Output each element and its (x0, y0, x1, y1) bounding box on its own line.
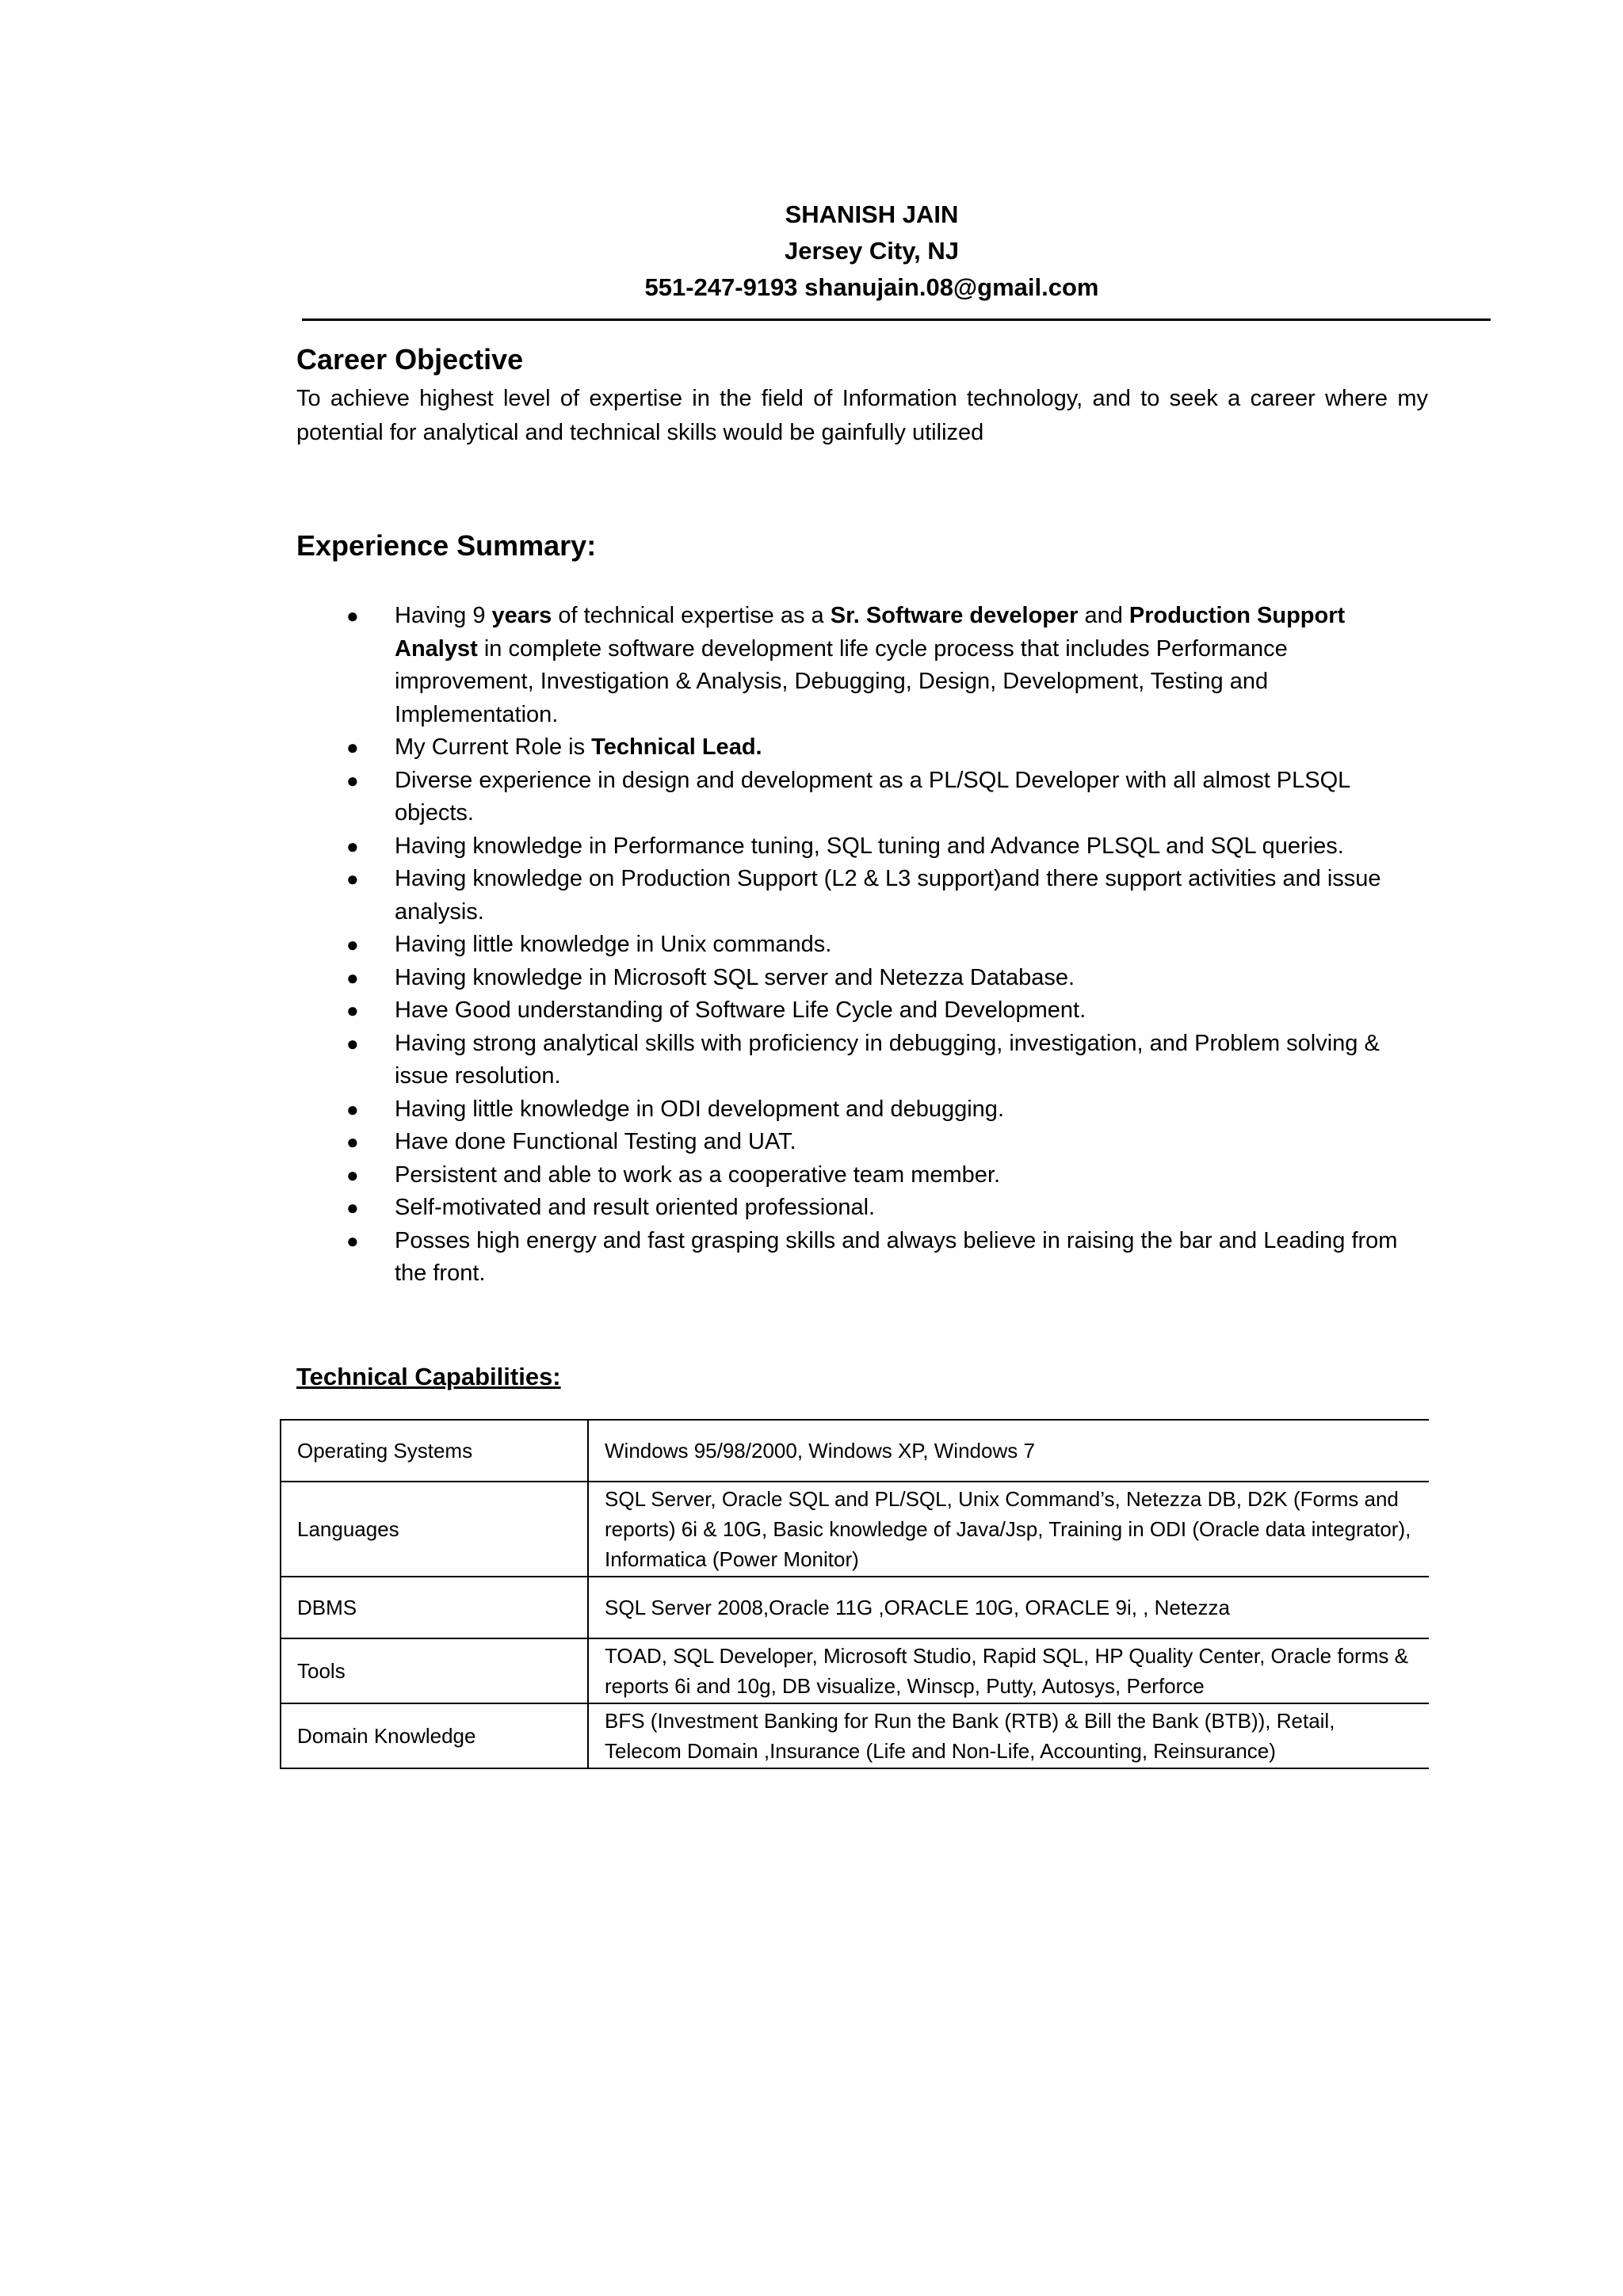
list-item (296, 1093, 1430, 1127)
bullet-icon: ● (346, 1097, 359, 1121)
list-item (296, 1225, 1430, 1291)
list-item (296, 962, 1430, 995)
bullet-icon: ● (346, 833, 359, 858)
career-objective-heading: Career Objective (296, 343, 524, 376)
list-item (296, 1126, 1430, 1159)
bullet-text: Having 9 (395, 603, 492, 628)
bullet-icon: ● (346, 933, 359, 956)
technical-capabilities-table (280, 1419, 1429, 1769)
capability-category: DBMS (281, 1577, 588, 1638)
bullet-text-bold: Technical Lead. (591, 734, 762, 760)
bullet-icon: ● (346, 1228, 359, 1253)
capability-detail: SQL Server 2008,Oracle 11G ,ORACLE 10G, ORACLE 9i, , Netezza (588, 1577, 1429, 1638)
bullet-text: Posses high energy and fast grasping skills and always believe in raising the bar and Leading from the front. (395, 1227, 1398, 1286)
bullet-text: Having knowledge in Microsoft SQL server and Netezza Database. (395, 964, 1075, 990)
technical-capabilities-heading: Technical Capabilities: (296, 1363, 561, 1390)
bullet-text: Have done Functional Testing and UAT. (395, 1129, 796, 1154)
table-row (281, 1638, 1429, 1703)
list-item (296, 1192, 1430, 1225)
candidate-name: SHANISH JAIN (785, 200, 959, 228)
candidate-contact: 551-247-9193 shanujain.08@gmail.com (644, 273, 1099, 301)
capability-category: Domain Knowledge (281, 1703, 588, 1768)
bullet-icon: ● (346, 735, 359, 759)
capability-detail: TOAD, SQL Developer, Microsoft Studio, Rapid SQL, HP Quality Center, Oracle forms & reports 6i and 10g, DB visualize, Winscp, Putty, Autosys, Perforce (588, 1638, 1429, 1703)
resume-header (301, 196, 1442, 306)
bullet-icon: ● (346, 1196, 359, 1219)
bullet-icon: ● (346, 1130, 359, 1154)
bullet-text: Self-motivated and result oriented professional. (395, 1195, 876, 1220)
bullet-icon: ● (346, 1162, 359, 1187)
table-row (281, 1420, 1429, 1482)
bullet-text-bold: Production Support Analyst (395, 603, 1346, 662)
bullet-text: and (1078, 603, 1129, 628)
bullet-icon: ● (346, 768, 359, 792)
bullet-text: My Current Role is (395, 734, 592, 760)
bullet-icon: ● (346, 1031, 359, 1055)
list-item (296, 1028, 1430, 1093)
capability-detail: Windows 95/98/2000, Windows XP, Windows 7 (588, 1420, 1429, 1482)
experience-summary-heading: Experience Summary: (296, 529, 597, 562)
career-objective-text: To achieve highest level of expertise in the field of Information technology, and to seek a career where my potential for analytical and technical skills would be gainfully utilized (296, 386, 1428, 445)
candidate-location: Jersey City, NJ (785, 237, 959, 265)
table-row (281, 1703, 1429, 1768)
bullet-icon: ● (346, 604, 359, 627)
header-divider (302, 318, 1491, 321)
list-item (296, 863, 1430, 929)
bullet-text: Diverse experience in design and development as a PL/SQL Developer with all almost PLSQL objects. (395, 767, 1350, 826)
table-row (281, 1577, 1429, 1638)
bullet-text-bold: years (491, 603, 552, 628)
bullet-text: Having knowledge in Performance tuning, SQL tuning and Advance PLSQL and SQL queries. (395, 833, 1344, 859)
bullet-text: Having strong analytical skills with proficiency in debugging, investigation, and Problem solving & issue resolution. (395, 1030, 1380, 1089)
capability-category: Operating Systems (281, 1420, 588, 1482)
bullet-text: of technical expertise as a (552, 603, 831, 628)
list-item (296, 600, 1430, 731)
bullet-icon: ● (346, 965, 359, 990)
list-item (296, 731, 1430, 765)
bullet-icon: ● (346, 867, 359, 891)
list-item (296, 765, 1430, 830)
capability-detail: SQL Server, Oracle SQL and PL/SQL, Unix Command’s, Netezza DB, D2K (Forms and reports) 6i & 10G, Basic knowledge of Java/Jsp, Training in ODI (Oracle data integrator), Informatica (Power Monitor) (588, 1482, 1429, 1577)
table-row (281, 1482, 1429, 1577)
experience-summary-list (296, 600, 1430, 1291)
capability-detail: BFS (Investment Banking for Run the Bank (RTB) & Bill the Bank (BTB)), Retail, Telecom Domain ,Insurance (Life and Non-Life, Accounting, Reinsurance) (588, 1703, 1429, 1768)
capability-category: Languages (281, 1482, 588, 1577)
bullet-text: Having little knowledge in Unix commands. (395, 932, 832, 957)
list-item (296, 929, 1430, 962)
bullet-icon: ● (346, 998, 359, 1022)
list-item (296, 830, 1430, 864)
list-item (296, 994, 1430, 1028)
bullet-text: Having little knowledge in ODI development and debugging. (395, 1096, 1004, 1122)
list-item (296, 1159, 1430, 1192)
capability-category: Tools (281, 1638, 588, 1703)
bullet-text: Having knowledge on Production Support (L2 & L3 support)and there support activities and issue analysis. (395, 866, 1381, 925)
bullet-text-bold: Sr. Software developer (830, 603, 1079, 628)
bullet-text: Persistent and able to work as a cooperative team member. (395, 1161, 1001, 1188)
bullet-text: Have Good understanding of Software Life Cycle and Development. (395, 997, 1086, 1023)
bullet-text: in complete software development life cycle process that includes Performance improvement, Investigation & Analysis, Debugging, Design, Development, Testing and Implementation. (395, 635, 1288, 727)
